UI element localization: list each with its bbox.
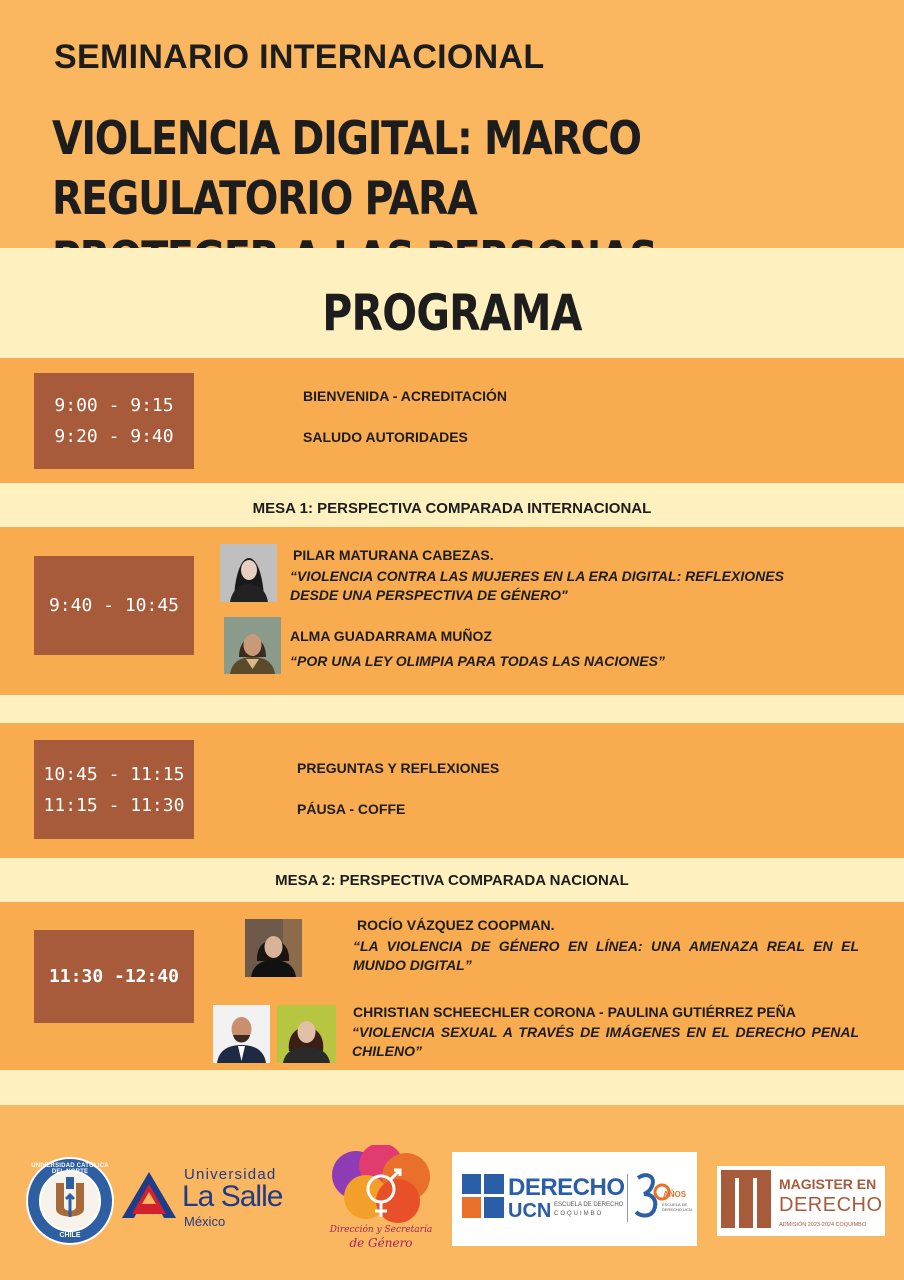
mesa1-heading: MESA 1: PERSPECTIVA COMPARADA INTERNACIONAL — [252, 500, 652, 517]
genero-logo — [326, 1145, 436, 1260]
event-type: SEMINARIO INTERNACIONAL — [54, 38, 545, 76]
years-sub: ESCUELA DE DERECHO UCN — [662, 1202, 692, 1212]
talk-title: “LA VIOLENCIA DE GÉNERO EN LÍNEA: UNA AMENAZA REAL EN EL MUNDO DIGITAL” — [353, 938, 859, 973]
speaker-photo — [220, 544, 277, 602]
agenda-item: SALUDO AUTORIDADES — [303, 429, 468, 445]
divider — [627, 1174, 628, 1222]
speaker-photo — [277, 1005, 336, 1063]
magister-line1: MAGISTER EN — [779, 1176, 877, 1192]
time-slot: 9:20 - 9:40 — [54, 426, 174, 447]
lasalle-logo — [120, 1166, 310, 1230]
speaker-name: ALMA GUADARRAMA MUÑOZ — [290, 628, 492, 644]
time-box-mesa1 — [34, 556, 194, 655]
speaker-photo — [213, 1005, 270, 1063]
coquimbo-text: COQUIMBO — [554, 1211, 604, 1217]
separator — [0, 1070, 904, 1105]
time-box-1 — [34, 373, 194, 469]
time-slot: 9:00 - 9:15 — [54, 395, 174, 416]
speaker-name: CHRISTIAN SCHEECHLER CORONA - PAULINA GUTIÉRREZ PEÑA — [353, 1004, 796, 1020]
time-slot: 11:15 - 11:30 — [43, 794, 185, 816]
ucn-seal-logo — [26, 1157, 114, 1245]
lasalle-emblem-icon — [120, 1170, 178, 1220]
magister-emblem-icon — [721, 1170, 777, 1228]
programa-heading: PROGRAMA — [322, 284, 582, 342]
genero-heads-icon — [326, 1145, 436, 1233]
time-box-mesa2 — [34, 930, 194, 1023]
derecho-word: DERECHO — [508, 1174, 625, 1201]
escuela-text: ESCUELA DE DERECHO — [554, 1202, 624, 1208]
years-label: AÑOS — [663, 1190, 687, 1199]
derecho-ucn-logo — [452, 1152, 697, 1246]
magister-line2: DERECHO — [779, 1194, 883, 1216]
speaker-name: ROCÍO VÁZQUEZ COOPMAN. — [357, 917, 555, 933]
speaker-photo — [245, 919, 302, 977]
time-slot: 9:40 - 10:45 — [48, 595, 180, 616]
lasalle-line1: Universidad — [184, 1166, 277, 1183]
magister-line3: ADMISIÓN 2023-2024 COQUIMBO — [779, 1222, 867, 1228]
speaker-photo — [224, 617, 281, 674]
ucn-word: UCN — [508, 1200, 552, 1222]
time-box-2 — [34, 740, 194, 839]
ucn-seal-country: CHILE — [59, 1232, 81, 1239]
genero-text2: de Género — [349, 1236, 413, 1250]
talk-title: “POR UNA LEY OLIMPIA PARA TODAS LAS NACIONES” — [290, 653, 665, 669]
time-slot: 10:45 - 11:15 — [43, 763, 185, 785]
talk-title: “VIOLENCIA CONTRA LAS MUJERES EN LA ERA DIGITAL: REFLEXIONES DESDE UNA PERSPECTIVA DE GÉNERO" — [290, 568, 784, 603]
agenda-item: PREGUNTAS Y REFLEXIONES — [297, 760, 500, 776]
ucn-seal-ring-text: UNIVERSIDAD CATÓLICA DEL NORTE — [31, 1163, 109, 1175]
separator — [0, 695, 904, 723]
mesa2-heading: MESA 2: PERSPECTIVA COMPARADA NACIONAL — [275, 872, 629, 889]
lasalle-line2: La Salle — [182, 1180, 283, 1213]
speaker-name: PILAR MATURANA CABEZAS. — [293, 547, 494, 563]
lasalle-line3: México — [184, 1214, 226, 1229]
agenda-item: PÁUSA - COFFE — [297, 801, 406, 817]
agenda-item: BIENVENIDA - ACREDITACIÓN — [303, 388, 508, 404]
magister-logo — [717, 1166, 885, 1236]
talk-title: “VIOLENCIA SEXUAL A TRAVÉS DE IMÁGENES EN EL DERECHO PENAL CHILENO” — [352, 1024, 859, 1059]
event-title-line1: VIOLENCIA DIGITAL: MARCO REGULATORIO PARA — [52, 111, 641, 225]
time-slot: 11:30 -12:40 — [48, 966, 180, 987]
genero-text1: Dirección y Secretaría — [329, 1225, 433, 1235]
ucn-blocks-icon — [462, 1174, 504, 1218]
